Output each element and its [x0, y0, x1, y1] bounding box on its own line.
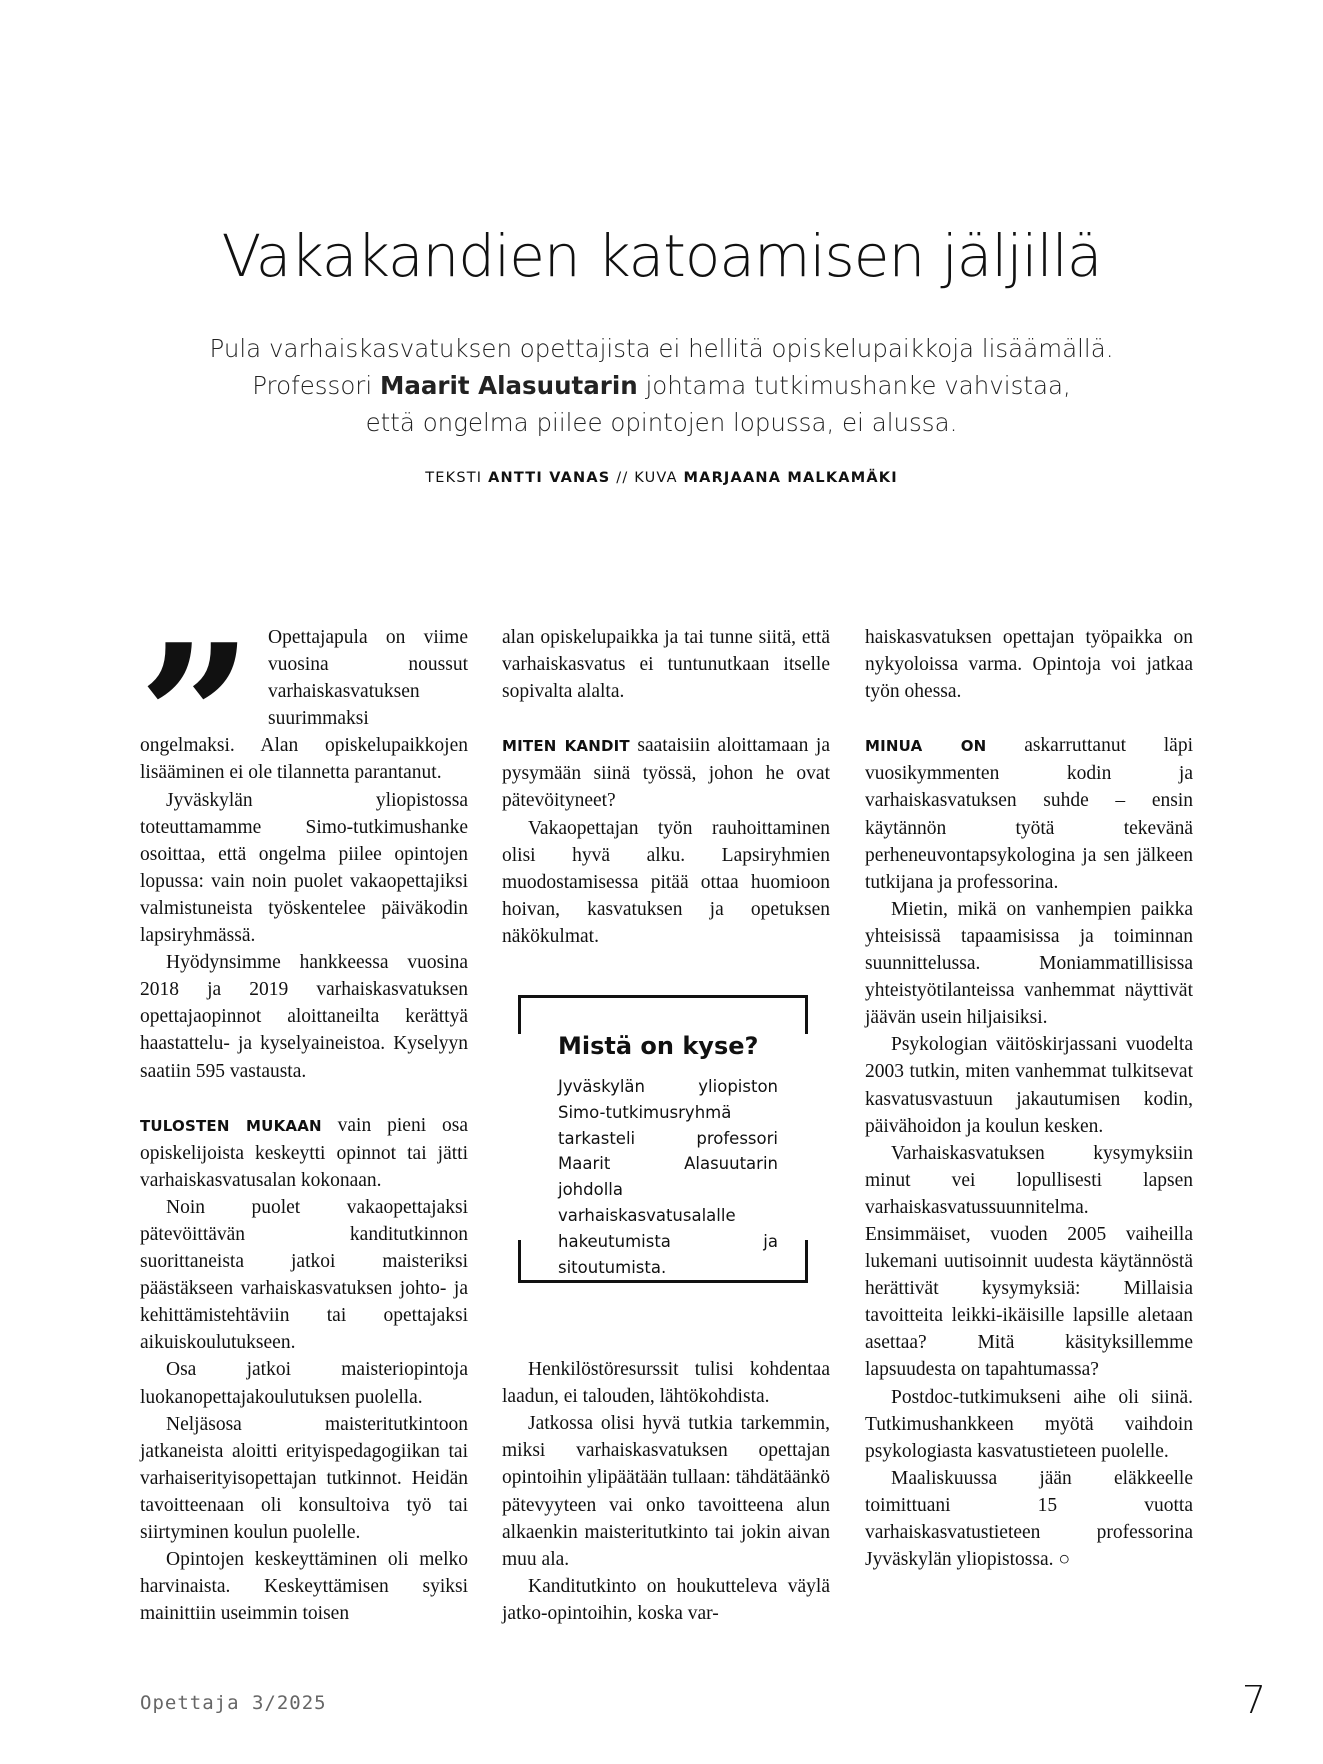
lead-line-2-post: johtama tutkimushanke vahvistaa, — [645, 371, 1071, 400]
section-lead-in: TULOSTEN MUKAAN — [140, 1116, 322, 1135]
byline-separator: // — [616, 470, 629, 486]
paragraph: Noin puolet vakaopettajaksi pätevöittävän kanditutkinnon suorittaneista jatkoi maisteriksi päästäkseen varhaiskasvatuksen johto- ja kehittämistehtäviin tai opettajaksi aikuiskoulutukseen. — [140, 1196, 468, 1354]
article-title: Vakakandien katoamisen jäljillä — [221, 222, 1102, 290]
paragraph: alan opiskelupaikka ja tai tunne siitä, että varhaiskasvatus ei tuntunutkaan itselle sopivalta alalta. — [502, 627, 830, 703]
box-corner-bottom-right — [805, 1240, 808, 1280]
quote-mark-icon — [138, 624, 258, 720]
paragraph — [865, 1465, 1193, 1573]
box-corner-bottom-left — [518, 1240, 521, 1280]
byline-text-label: TEKSTI — [425, 470, 483, 486]
magazine-issue: Opettaja 3/2025 — [140, 1692, 327, 1714]
end-mark-icon: ○ — [1058, 1549, 1071, 1571]
paragraph-text: saataisiin aloittamaan ja pysymään siinä työssä, johon he ovat pätevöityneet? — [502, 735, 830, 812]
article-column-3 — [865, 624, 1193, 1573]
page-number: 7 — [1241, 1678, 1266, 1722]
paragraph: Jatkossa olisi hyvä tutkia tarkemmin, miksi varhaiskasvatuksen opettajan opintoihin ylipäätään tullaan: tähdätäänkö pätevyyteen vai onko tavoitteena alun alkaenkin maisteritutkinto tai jokin aivan muu ala. — [502, 1413, 830, 1570]
lead-line-1: Pula varhaiskasvatuksen opettajista ei hellitä opiskelupaikkoja lisäämällä. — [209, 334, 1114, 363]
paragraph: Kanditutkinto on houkutteleva väylä jatko-opintoihin, koska var- — [502, 1575, 830, 1624]
paragraph: Vakaopettajan työn rauhoittaminen olisi hyvä alku. Lapsiryhmien muodostamisessa pitää ottaa huomioon hoivan, kasvatuksen ja opetuksen näkökulmat. — [502, 817, 830, 947]
article-lead — [0, 330, 1323, 441]
paragraph-text: Maaliskuussa jään eläkkeelle toimittuani 15 vuotta varhaiskasvatustieteen professorina Jyväskylän yliopistossa. — [865, 1467, 1193, 1571]
fact-box-title: Mistä on kyse? — [558, 1032, 759, 1060]
byline — [0, 470, 1323, 486]
paragraph: Psykologian väitöskirjassani vuodelta 2003 tutkin, miten vanhemmat tulkitsevat kasvatusvastuun jakautumisen kodin, päivähoidon ja koulun kesken. — [865, 1034, 1193, 1137]
section-lead-in: MINUA ON — [865, 737, 987, 756]
lead-line-2 — [0, 367, 1323, 404]
paragraph: haiskasvatuksen opettajan työpaikka on nykyoloissa varma. Opintoja voi jatkaa työn ohessa. — [865, 627, 1193, 703]
paragraph: Varhaiskasvatuksen kysymyksiin minut vei lopullisesti lapsen varhaiskasvatussuunnitelma. Ensimmäiset, vuoden 2005 vaiheilla lukemani uutisoinnit uudesta käytännöstä herättivät kysymyksiä: Millaisia tavoitteita leikki-ikäisille lapsille aletaan asettaa? Mitä käsityksillemme lapsuudesta on tapahtumassa? — [865, 1142, 1193, 1381]
section-paragraph — [502, 732, 830, 814]
section-paragraph — [865, 732, 1193, 896]
section-lead-in: MITEN KANDIT — [502, 737, 630, 756]
paragraph-text: askarruttanut läpi vuosikymmenten kodin ja varhaiskasvatuksen suhde – ensin käytännön työtä tekevänä perheneuvontapsykologina ja sen jälkeen tutkijana ja professorina. — [865, 735, 1193, 893]
fact-box — [518, 995, 808, 1283]
paragraph: Mietin, mikä on vanhempien paikka yhteisissä tapaamisissa ja toiminnan suunnittelussa. Moniammatillisissa yhteistyötilanteissa vanhemmat näyttivät jäävän usein hiljaisiksi. — [865, 898, 1193, 1029]
paragraph: Henkilöstöresurssit tulisi kohdentaa laadun, ei talouden, lähtökohdista. — [502, 1359, 830, 1408]
lead-professor-name: Maarit Alasuutarin — [379, 371, 638, 400]
paragraph: Opettajapula on viime vuosina noussut varhaiskasvatuksen suurimmaksi ongelmaksi. Alan opiskelupaikkojen lisääminen ei ole tilannetta parantanut. — [140, 627, 468, 784]
byline-author: ANTTI VANAS — [488, 470, 611, 486]
paragraph: Osa jatkoi maisteriopintoja luokanopettajakoulutuksen puolella. — [140, 1359, 468, 1408]
paragraph-text: vain pieni osa opiskelijoista keskeytti opinnot tai jätti varhaiskasvatusalan kokonaan. — [140, 1114, 468, 1191]
lead-line-2-pre: Professori — [252, 371, 373, 400]
lead-line-3: että ongelma piilee opintojen lopussa, ei alussa. — [365, 408, 958, 437]
section-paragraph — [140, 1112, 468, 1194]
paragraph: Jyväskylän yliopistossa toteuttamamme Simo-tutkimushanke osoittaa, että ongelma piilee opintojen lopussa: vain noin puolet vakaopettajiksi valmistuneista työskentelee päiväkodin lapsiryhmässä. — [140, 789, 468, 947]
paragraph: Hyödynsimme hankkeessa vuosina 2018 ja 2019 varhaiskasvatuksen opettajaopinnot aloittaneilta kerättyä haastattelu- ja kyselyaineistoa. Kyselyyn saatiin 595 vastausta. — [140, 952, 468, 1082]
byline-photographer: MARJAANA MALKAMÄKI — [683, 470, 898, 486]
fact-box-body: Jyväskylän yliopiston Simo-tutkimusryhmä tarkasteli professori Maarit Alasuutarin johdolla varhaiskasvatusalalle hakeutumista ja sitoutumista. — [558, 1077, 778, 1277]
paragraph: Postdoc-tutkimukseni aihe oli siinä. Tutkimushankkeen myötä vaihdoin psykologiasta kasvatustieteen puolelle. — [865, 1386, 1193, 1462]
paragraph: Neljäsosa maisteritutkintoon jatkaneista aloitti erityispedagogiikan tai varhaiserityisopettajan tutkinnot. Heidän tavoitteenaan oli konsultoiva työ tai siirtyminen koulun puolelle. — [140, 1413, 468, 1543]
paragraph: Opintojen keskeyttäminen oli melko harvinaista. Keskeyttämisen syiksi mainittiin useimmin toisen — [140, 1549, 468, 1625]
article-column-1 — [140, 624, 468, 1627]
byline-photo-label: KUVA — [634, 470, 678, 486]
